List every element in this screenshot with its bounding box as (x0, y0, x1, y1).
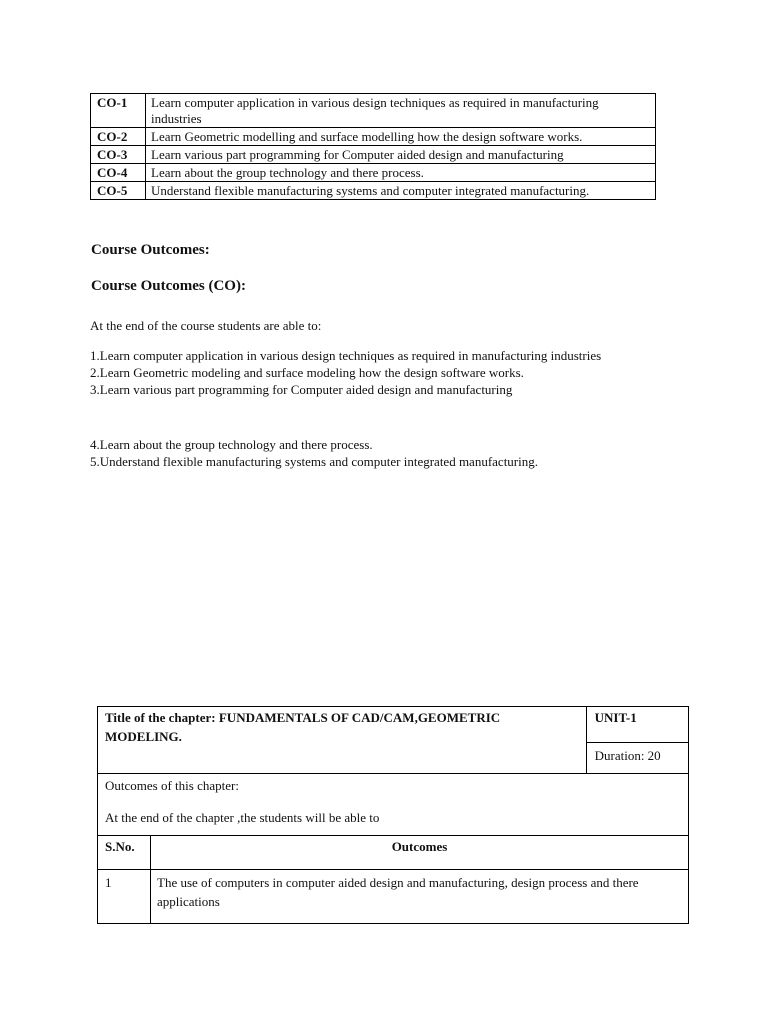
duration-label: Duration: 20 (586, 743, 688, 774)
row-sno: 1 (98, 870, 151, 924)
co-description: Learn various part programming for Computer aided design and manufacturing (146, 146, 656, 164)
co-code: CO-1 (91, 94, 146, 128)
table-row (98, 870, 689, 924)
table-row (91, 94, 656, 128)
list-item: 5.Understand flexible manufacturing systems and computer integrated manufacturing. (90, 454, 538, 469)
table-row (91, 146, 656, 164)
outcomes-list-continued (90, 436, 650, 470)
table-row (98, 774, 689, 836)
outcomes-label: Outcomes of this chapter: (105, 778, 239, 793)
intro-text: At the end of the course students are able to: (90, 318, 322, 333)
co-description: Understand flexible manufacturing systems and computer integrated manufacturing. (146, 182, 656, 200)
co-description: Learn computer application in various design techniques as required in manufacturing industries (146, 94, 656, 128)
co-code: CO-2 (91, 128, 146, 146)
co-code: CO-5 (91, 182, 146, 200)
co-code: CO-3 (91, 146, 146, 164)
list-item: 1.Learn computer application in various design techniques as required in manufacturing industries (90, 348, 602, 363)
row-outcome-text: The use of computers in computer aided design and manufacturing, design process and there applications (151, 870, 689, 924)
table-row (91, 128, 656, 146)
table-header-row (98, 836, 689, 870)
list-item: 2.Learn Geometric modeling and surface modeling how the design software works. (90, 365, 524, 380)
list-item: 3.Learn various part programming for Computer aided design and manufacturing (90, 382, 513, 397)
co-description: Learn about the group technology and there process. (146, 164, 656, 182)
table-row (91, 164, 656, 182)
list-item: 4.Learn about the group technology and there process. (90, 437, 373, 452)
outcomes-header: Outcomes (151, 836, 689, 870)
course-outcomes-heading: Course Outcomes: (91, 242, 210, 258)
sno-header: S.No. (98, 836, 151, 870)
chapter-table (97, 706, 689, 924)
chapter-title-cell (98, 707, 587, 774)
table-row (98, 707, 689, 743)
chapter-title: FUNDAMENTALS OF CAD/CAM,GEOMETRIC MODELING. (105, 710, 501, 744)
table-row (91, 182, 656, 200)
outcomes-intro: At the end of the chapter ,the students will be able to (105, 810, 380, 825)
unit-label: UNIT-1 (586, 707, 688, 743)
outcomes-list (90, 347, 650, 398)
chapter-outcomes-cell (98, 774, 689, 836)
co-description: Learn Geometric modelling and surface modelling how the design software works. (146, 128, 656, 146)
course-outcomes-co-heading: Course Outcomes (CO): (91, 278, 246, 294)
chapter-title-label: Title of the chapter: (105, 710, 216, 725)
course-outcomes-table (90, 93, 656, 200)
co-code: CO-4 (91, 164, 146, 182)
